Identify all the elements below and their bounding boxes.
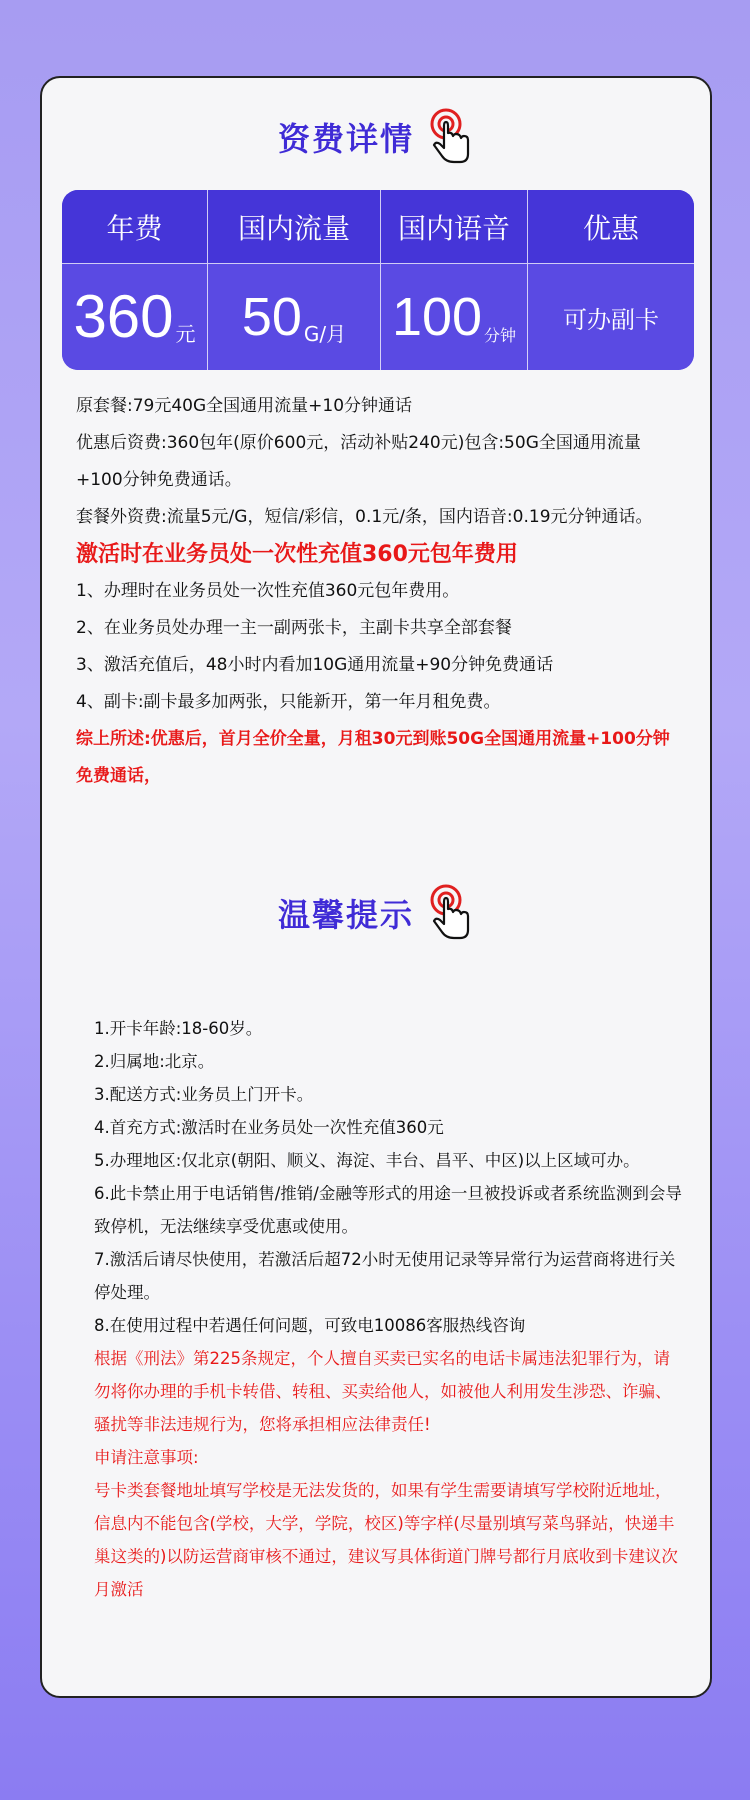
- tip-4: 4.首充方式:激活时在业务员处一次性充值360元: [94, 1118, 444, 1137]
- annual-fee-unit: 元: [175, 321, 196, 346]
- tip-5: 5.办理地区:仅北京(朝阳、顺义、海淀、丰台、昌平、中区)以上区域可办。: [94, 1151, 640, 1170]
- annual-fee-number: 360: [73, 283, 174, 350]
- header-offer: 优惠: [528, 190, 694, 264]
- notice-text: 号卡类套餐地址填写学校是无法发货的，如果有学生需要请填写学校附近地址，信息内不能包含(学校，大学，学院，校区)等字样(尽量别填写菜鸟驿站，快递丰巢这类的)以防运营商审核不通过，建议写具体街道门牌号都行月底收到卡建议次月激活: [94, 1481, 678, 1599]
- tap-hand-icon: [428, 884, 474, 942]
- tip-2: 2.归属地:北京。: [94, 1052, 215, 1071]
- header-annual-fee: 年费: [62, 190, 208, 264]
- data-number: 50: [241, 287, 302, 347]
- detail-item-3: 3、激活充值后，48小时内看加10G通用流量+90分钟免费通话: [76, 655, 554, 675]
- data-value: [208, 264, 381, 370]
- tip-8: 8.在使用过程中若遇任何问题，可致电10086客服热线咨询: [94, 1316, 526, 1335]
- tip-6: 6.此卡禁止用于电话销售/推销/金融等形式的用途一旦被投诉或者系统监测到会导致停机，无法继续享受优惠或使用。: [94, 1184, 682, 1236]
- detail-summary: 综上所述:优惠后，首月全价全量，月租30元到账50G全国通用流量+100分钟免费通话，: [76, 729, 670, 786]
- tips-title: 温馨提示: [277, 896, 414, 934]
- voice-number: 100: [391, 287, 483, 347]
- tip-3: 3.配送方式:业务员上门开卡。: [94, 1085, 314, 1104]
- offer-text: 可办副卡: [563, 305, 659, 334]
- voice-value: [381, 264, 528, 370]
- detail-extra-charges: 套餐外资费:流量5元/G，短信/彩信，0.1元/条，国内语音:0.19元分钟通话。: [76, 507, 653, 527]
- detail-item-1: 1、办理时在业务员处一次性充值360元包年费用。: [76, 581, 460, 601]
- data-unit: G/月: [303, 321, 347, 346]
- detail-item-2: 2、在业务员处办理一主一副两张卡，主副卡共享全部套餐: [76, 618, 512, 638]
- activation-warning: 激活时在业务员处一次性充值360元包年费用: [76, 542, 518, 567]
- annual-fee-value: [62, 264, 208, 370]
- section-title-pricing: [42, 108, 710, 166]
- detail-original-plan: 原套餐:79元40G全国通用流量+10分钟通话: [76, 396, 413, 416]
- pricing-title: 资费详情: [277, 120, 414, 158]
- detail-discounted-fee: 优惠后资费:360包年(原价600元，活动补贴240元)包含:50G全国通用流量+100分钟免费通话。: [76, 433, 641, 490]
- legal-warning: 根据《刑法》第225条规定，个人擅自买卖已实名的电话卡属违法犯罪行为，请勿将你办理的手机卡转借、转租、买卖给他人，如被他人利用发生涉恐、诈骗、骚扰等非法违规行为，您将承担相应法律责任!: [94, 1349, 672, 1434]
- tip-7: 7.激活后请尽快使用，若激活后超72小时无使用记录等异常行为运营商将进行关停处理。: [94, 1250, 676, 1302]
- plan-card: [40, 76, 712, 1698]
- voice-unit: 分钟: [484, 325, 517, 345]
- pricing-table: [62, 190, 694, 370]
- tips-list: [94, 1012, 684, 1606]
- header-domestic-voice: 国内语音: [381, 190, 528, 264]
- plan-details: [76, 388, 686, 795]
- section-title-tips: [42, 884, 710, 942]
- notice-title: 申请注意事项:: [94, 1448, 199, 1467]
- offer-value: [528, 264, 694, 370]
- tip-1: 1.开卡年龄:18-60岁。: [94, 1019, 263, 1038]
- header-domestic-data: 国内流量: [208, 190, 381, 264]
- detail-item-4: 4、副卡:副卡最多加两张，只能新开，第一年月租免费。: [76, 692, 501, 712]
- tap-hand-icon: [428, 108, 474, 166]
